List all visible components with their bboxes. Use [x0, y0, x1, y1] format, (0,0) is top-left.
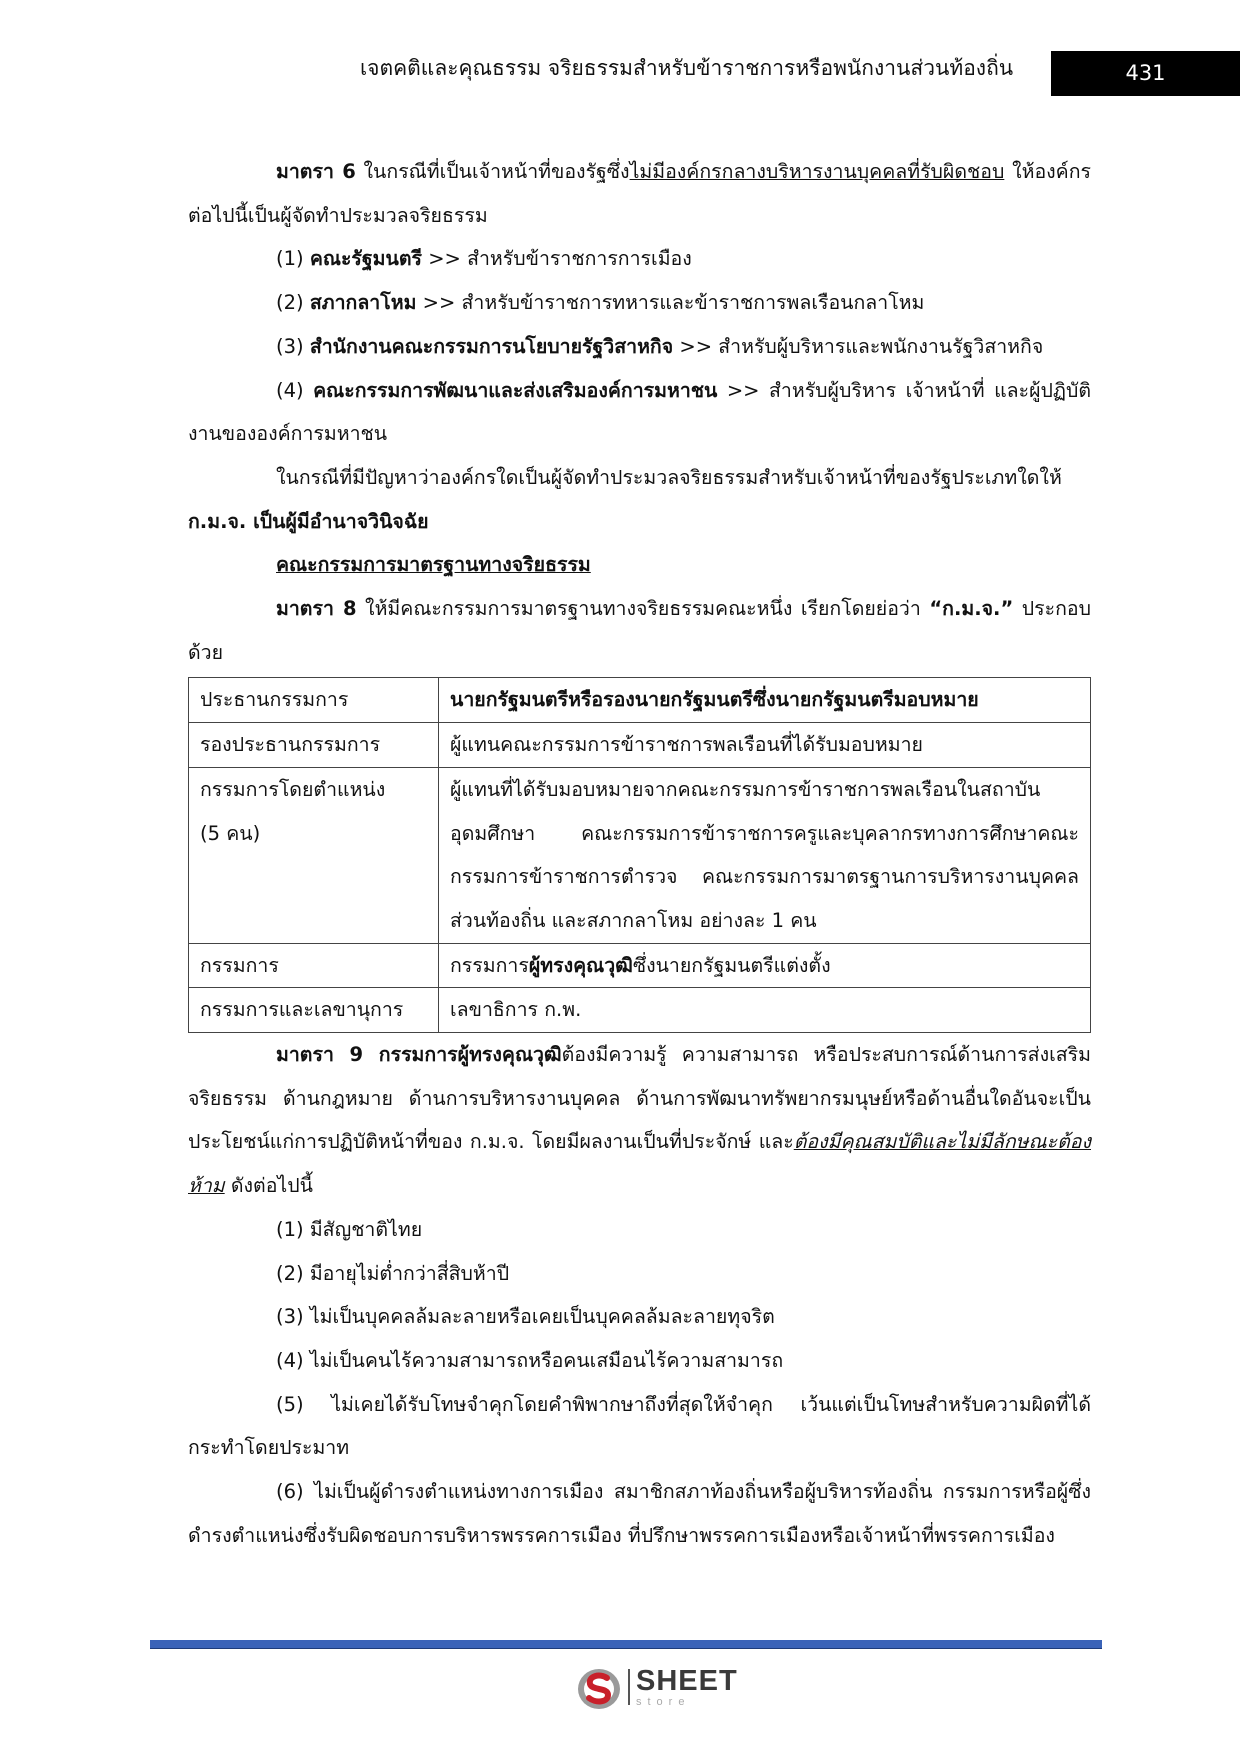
table-row [189, 988, 1091, 1033]
section-9-text-2: ดังต่อไปนี้ [224, 1174, 313, 1198]
item-number: (1) [276, 247, 310, 271]
role-cell: กรรมการ [189, 943, 439, 988]
logo-separator [628, 1669, 630, 1705]
item-number: (4) [276, 378, 314, 402]
footer-divider [150, 1640, 1102, 1649]
section-9-text: ต้องมีความรู้ ความสามารถ หรือประสบการณ์ด้านการส่งเสริมจริยธรรม ด้านกฎหมาย ด้านการบริหารงานบุคคล ด้านการพัฒนาทรัพยากรมนุษย์หรือด้านอื่นใดอันจะเป็นประโยชน์แก่การปฏิบัติหน้าที่ของ ก.ม.จ. โดยมีผลงานเป็นที่ประจักษ์ และ [188, 1043, 1091, 1154]
logo-subword: store [636, 1695, 691, 1708]
section-6-text: ในกรณีที่เป็นเจ้าหน้าที่ของรัฐซึ่ง [355, 160, 630, 183]
description-text: กรรมการ [450, 953, 529, 977]
section-6-underlined: ไม่มีองค์กรกลางบริหารงานบุคคลที่รับผิดชอบ [629, 160, 1005, 183]
logo-text [636, 1664, 738, 1708]
description-cell: เลขาธิการ ก.พ. [439, 988, 1091, 1033]
item-organization: สำนักงานคณะกรรมการนโยบายรัฐวิสาหกิจ [309, 334, 674, 358]
item-text: >> สำหรับผู้บริหาร เจ้าหน้าที่ และผู้ปฏิบัติงานขององค์การมหาชน [188, 378, 1091, 446]
section-8-abbreviation: “ก.ม.จ.” [929, 597, 1014, 621]
description-cell: ผู้แทนคณะกรรมการข้าราชการพลเรือนที่ได้รับมอบหมาย [439, 723, 1091, 768]
section-6-label: มาตรา 6 [276, 160, 356, 183]
section-9-emphasis: ต้องมีคุณสมบัติและไม่มีลักษณะต้องห้าม [188, 1130, 1091, 1198]
role-cell: ประธานกรรมการ [189, 678, 439, 723]
dispute-paragraph [188, 456, 1091, 543]
committee-heading-text: คณะกรรมการมาตรฐานทางจริยธรรม [276, 553, 591, 577]
page-number: 431 [1051, 51, 1240, 96]
role-cell: รองประธานกรรมการ [189, 723, 439, 768]
section-8-paragraph [188, 587, 1091, 674]
description-text-2: ซึ่งนายกรัฐมนตรีแต่งตั้ง [632, 953, 831, 977]
section-8-label: มาตรา 8 [276, 597, 357, 621]
item-text: >> สำหรับผู้บริหารและพนักงานรัฐวิสาหกิจ [673, 334, 1044, 358]
qualification-item: (1) มีสัญชาติไทย [276, 1217, 423, 1241]
section-8-text: ให้มีคณะกรรมการมาตรฐานทางจริยธรรมคณะหนึ่ง เรียกโดยย่อว่า [356, 597, 930, 621]
role-count: (5 คน) [200, 821, 261, 845]
committee-table [188, 677, 1091, 1033]
qualification-item: (6) ไม่เป็นผู้ดำรงตำแหน่งทางการเมือง สมาชิกสภาท้องถิ่นหรือผู้บริหารท้องถิ่น กรรมการหรือผู้ซึ่งดำรงตำแหน่งซึ่งรับผิดชอบการบริหารพรรคการเมือง ที่ปรึกษาพรรคการเมืองหรือเจ้าหน้าที่พรรคการเมือง [188, 1480, 1091, 1547]
qualification-item: (5) ไม่เคยได้รับโทษจำคุกโดยคำพิพากษาถึงที่สุดให้จำคุก เว้นแต่เป็นโทษสำหรับความผิดที่ได้กระทำโดยประมาท [188, 1392, 1091, 1460]
section-6-paragraph [188, 150, 1091, 237]
committee-heading [188, 543, 1091, 587]
sheet-store-logo [574, 1662, 738, 1712]
item-number: (2) [276, 291, 310, 315]
section-8-text-2: ประกอบด้วย [188, 597, 1091, 664]
dispute-text: ในกรณีที่มีปัญหาว่าองค์กรใดเป็นผู้จัดทำประมวลจริยธรรมสำหรับเจ้าหน้าที่ของรัฐประเภทใดให้ [276, 465, 1062, 489]
sheet-logo-icon [574, 1662, 624, 1712]
logo-word: SHEET [636, 1664, 738, 1697]
item-organization: สภากลาโหม [309, 291, 417, 315]
dispute-authority: ก.ม.จ. เป็นผู้มีอำนาจวินิจฉัย [188, 509, 429, 533]
description-cell [439, 943, 1091, 988]
header-title: เจตคติและคุณธรรม จริยธรรมสำหรับข้าราชการหรือพนักงานส่วนท้องถิ่น [360, 56, 1014, 80]
section-9-paragraph [188, 1033, 1091, 1208]
page-content [188, 150, 1091, 1558]
table-row [189, 678, 1091, 723]
item-organization: คณะกรรมการพัฒนาและส่งเสริมองค์การมหาชน [313, 378, 718, 402]
qualification-item: (3) ไม่เป็นบุคคลล้มละลายหรือเคยเป็นบุคคลล้มละลายทุจริต [276, 1305, 775, 1329]
item-text: >> สำหรับข้าราชการทหารและข้าราชการพลเรือนกลาโหม [416, 291, 925, 315]
section-6-text-2: ให้องค์กรต่อไปนี้เป็นผู้จัดทำประมวลจริยธรรม [188, 160, 1091, 227]
description-text: นายกรัฐมนตรีหรือรองนายกรัฐมนตรีซึ่งนายกรัฐมนตรีมอบหมาย [450, 688, 979, 712]
section-9-label: มาตรา 9 กรรมการผู้ทรงคุณวุฒิ [276, 1043, 562, 1067]
item-organization: คณะรัฐมนตรี [309, 247, 422, 271]
table-row [189, 943, 1091, 988]
role-cell: กรรมการและเลขานุการ [189, 988, 439, 1033]
section-6-item [188, 237, 1091, 281]
qualification-item: (2) มีอายุไม่ต่ำกว่าสี่สิบห้าปี [276, 1261, 510, 1285]
role-text: กรรมการโดยตำแหน่ง [200, 777, 386, 801]
description-cell: ผู้แทนที่ได้รับมอบหมายจากคณะกรรมการข้าราชการพลเรือนในสถาบันอุดมศึกษา คณะกรรมการข้าราชการครูและบุคลากรทางการศึกษาคณะกรรมการข้าราชการตำรวจ คณะกรรมการมาตรฐานการบริหารงานบุคคลส่วนท้องถิ่น และสภากลาโหม อย่างละ 1 คน [439, 767, 1091, 943]
description-bold: ผู้ทรงคุณวุฒิ [528, 953, 633, 977]
item-text: >> สำหรับข้าราชการการเมือง [422, 247, 692, 271]
qualification-item: (4) ไม่เป็นคนไร้ความสามารถหรือคนเสมือนไร้ความสามารถ [276, 1348, 784, 1372]
role-cell [189, 767, 439, 943]
table-row [189, 723, 1091, 768]
section-6-item [188, 325, 1091, 369]
description-cell [439, 678, 1091, 723]
section-6-item [188, 281, 1091, 325]
item-number: (3) [276, 334, 310, 358]
section-6-item [188, 369, 1091, 456]
table-row [189, 767, 1091, 943]
